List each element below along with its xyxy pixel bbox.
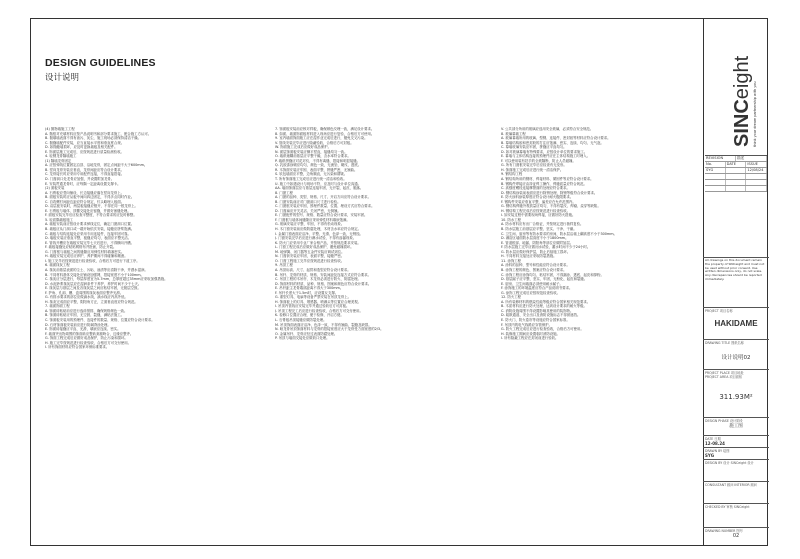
consultant-block xyxy=(703,481,769,503)
text-line: Q. 乳胶漆涂刷应均匀，颜色一致，无流坠、刷纹、透底。 xyxy=(275,163,362,168)
checked-block xyxy=(703,503,769,527)
brand-logo xyxy=(731,27,765,147)
text-line: V. 管线安装完毕应进行隐蔽验收，合格后方可封板。 xyxy=(275,140,354,145)
text-line: G. 防火工程完成后应进行检查验收，合格后方可使用。 xyxy=(501,327,584,332)
text-line: A. 抛框对充填材料应按产品说明书和部分要求施工，配合施工方认可。 xyxy=(45,131,152,136)
text-line: P. 墙纸拼缝应对花对纹，不得有离缝、搭接和明显接缝。 xyxy=(275,158,361,163)
text-line: B. 饰面砖粘贴应牢固，无空鼓、裂缝，满粘法施工。 xyxy=(45,313,125,318)
text-line: A. 涂料的品种、型号和性能应符合设计要求。 xyxy=(501,263,570,268)
text-line: A. 门窗的品种、类型、规格、尺寸、开启方向应符合设计要求。 xyxy=(275,195,371,200)
text-line: E. 饰面砖接缝应平直、光滑，填嵌应连续、密实。 xyxy=(45,327,121,332)
text-line: F. 吊杆长度大于1.5m时，应设置反支撑。 xyxy=(275,290,339,295)
text-line: P. 吊顶与墙面交接处应做收口处理。 xyxy=(275,336,330,341)
text-line: C. 卫生间、厨房等有防水要求的房间，防水层沿墙上翻高度不小于300mm。 xyxy=(501,231,617,236)
text-line: I. 如安装过程中需要现场焊接，应做好防火措施。 xyxy=(501,213,576,218)
text-line: C. 自攻螺钉间距边距应符合规定，钉头略埋入板面。 xyxy=(45,199,125,204)
text-line: M. 吊顶饰面表面应洁净、色泽一致，不得有翘曲、裂缝及缺损。 xyxy=(275,322,372,327)
text-line: F. 墙面突出物周围的饰面砖应整砖套割吻合，边缘应整齐。 xyxy=(45,331,134,336)
text-line: H. 饰面板上的灯具、烟感器、喷淋头等位置应合理美观。 xyxy=(275,299,362,304)
text-line: D. 墙板安装应垂直平整，板缝应均匀，表面应平整光洁。 xyxy=(45,236,132,241)
text-line: A. 应按弹线位置固定沿顶、沿地龙骨，固定点间距不大于600mm。 xyxy=(45,163,148,168)
text-line: G. 有排水要求的部位应做滴水线，滴水线应内高外低。 xyxy=(45,295,128,300)
drawing-number: 02 xyxy=(732,533,740,539)
text-line: I. 所有饰面材料应符合国家环保标准要求。 xyxy=(45,345,110,350)
text-line: C. 龙骨接长时应采用专用配件连接，不得直接搭接。 xyxy=(45,172,125,177)
revision-cell: ISSUE xyxy=(746,162,767,167)
phase-value: 施工图 xyxy=(729,424,743,429)
text-line: C. 门窗框安装应牢固，预埋件数量、位置、埋设方式应符合要求。 xyxy=(275,204,375,209)
text-line: 11. 涂饰工程 xyxy=(501,258,522,263)
text-line: J. 门窗安装完毕后应进行淋水试验，不得有渗漏现象。 xyxy=(275,236,357,241)
text-line: D. 石材饰面板安装前应进行防碱背涂处理。 xyxy=(45,322,111,327)
text-line: I. 吊顶内管线应安装完毕并通过验收后方可封板。 xyxy=(275,304,350,309)
revision-cell: REVISION xyxy=(705,156,736,161)
text-column-3 xyxy=(501,127,699,527)
date-block xyxy=(703,435,769,447)
drawing-title-label: DRAWING TITLE 图纸名称 xyxy=(705,341,744,345)
text-line: 7. 饰面板安装前应核对样板，确保颜色纹理一致，满足设计要求。 xyxy=(275,127,375,131)
text-line: E. 安装贯通龙骨时，应每隔一定距离设置支撑卡。 xyxy=(45,181,121,186)
text-line: F. 墙板接缝处应粘贴网格布并批嵌，防止开裂。 xyxy=(45,245,117,250)
revision-cell xyxy=(726,168,747,173)
text-line: E. 防火涂料涂装厚度应符合设计耐火极限要求。 xyxy=(501,195,574,200)
text-line: E. 吊杆距主龙骨端部距离不得大于300mm。 xyxy=(275,286,344,291)
text-line: C. 墙板与结构连接处应采用专用连接件，连接牢固可靠。 xyxy=(45,231,131,236)
design-credit: DESIGN BY 设计 SINCeight 设计 xyxy=(705,461,754,465)
text-line: H. 装修施工期间应设置临时消防设施。 xyxy=(501,331,560,336)
text-line: B. 防水层施工前基层应平整、坚实、干净、干燥。 xyxy=(501,227,577,232)
text-line: F. 钢构件安装应垂直平整，偏差应在允许范围内。 xyxy=(501,199,576,204)
text-line: C. 饰面板安装用的预埋件、连接件的数量、规格、位置应符合设计要求。 xyxy=(45,317,155,322)
revision-cell: No. xyxy=(705,162,726,167)
text-line: F. 护角、孔洞、槽、盒周围的抹灰表面应整齐光滑。 xyxy=(45,290,124,295)
text-line: N. 门窗套安装应牢固，表面平整，接缝严密。 xyxy=(275,254,345,259)
text-line: H. 墙板安装完成后应养护，养护期间不得碰撞和剔凿。 xyxy=(45,254,128,259)
text-line: E. 厨房、卫生间墙面必须使用耐水腻子。 xyxy=(501,281,563,286)
text-line: B. 不同材料基体交接处应铺设加强网，搭接宽度不小于100mm。 xyxy=(45,272,144,277)
text-line: 9. 室内墙面饰面施工应在湿作业完成后进行，避免交叉污染。 xyxy=(275,136,368,141)
text-line: C. 吊顶工程的木吊杆、木龙骨必须进行防火、防腐处理。 xyxy=(275,277,361,282)
drawing-title-block xyxy=(703,339,769,369)
revision-cell xyxy=(726,174,747,179)
text-line: B. 抛填墙表面不得有油污、灰尘，施工现场必须保持清洁干燥。 xyxy=(45,136,142,141)
project-block xyxy=(703,307,769,339)
revision-cell xyxy=(705,174,726,179)
text-line: K. 防火门应采用专业厂家合格产品，并按规范要求安装。 xyxy=(275,240,361,245)
page-title: DESIGN GUIDELINES xyxy=(45,57,156,69)
place-label: PROJECT PLACE 项目地址 xyxy=(705,371,744,375)
text-line: G. 钢结构焊缝外观质量应均匀，不得有裂纹、焊瘤、烧穿等缺陷。 xyxy=(501,204,601,209)
revision-cell: SYG xyxy=(705,168,726,173)
text-line: D. 钢结构涂装前表面应进行除锈处理，除锈等级符合设计要求。 xyxy=(501,190,598,195)
text-line: N. 面层饰面板安装应横平竖直，接缝均匀一致。 xyxy=(275,149,348,154)
project-label: PROJECT 项目名称 xyxy=(705,309,733,313)
area-block xyxy=(703,369,769,417)
text-line: (2) 面板安装 xyxy=(45,186,65,191)
revision-table xyxy=(705,155,767,192)
text-line: H. 施工完毕按规范进行检查验收，合格后方可交付使用。 xyxy=(45,340,132,345)
text-line: F. 门窗框与墙体间缝隙应采用弹性材料填嵌饱满。 xyxy=(275,217,350,222)
text-line: A. 石膏板应竖向铺设，长边接缝应落在竖向龙骨上。 xyxy=(45,190,125,195)
text-line: H. 木门窗安装前应做防腐处理，木材含水率应符合规定。 xyxy=(275,227,362,232)
revision-cell xyxy=(746,186,767,191)
text-line: G. 重型灯具、电扇等设备严禁安装在吊顶龙骨上。 xyxy=(275,295,351,300)
text-line: B. 面板安装时应从板中间向四边固定，不得多点同时作业。 xyxy=(45,195,135,200)
text-line: R. 木饰面安装应牢固，表面平整，拼缝严密，无翘曲。 xyxy=(275,167,358,172)
revision-cell xyxy=(726,180,747,185)
text-line: B. 钢构件焊接应由持证焊工操作，焊缝质量应符合规范。 xyxy=(501,181,587,186)
text-line: C. 高强度螺栓连接摩擦面的处理应符合要求。 xyxy=(501,186,570,191)
main-content xyxy=(31,19,704,545)
text-line: D. 门窗扇应开关灵活、关闭严密，无倒翘。 xyxy=(275,208,341,213)
text-line: N. 暗龙骨吊顶饰面材料与龙骨的搭接宽度应大于龙骨受力面宽度的2/3。 xyxy=(275,327,384,332)
text-line: I. 施工完毕后按规范进行检查验收，合格后方可进行下道工序。 xyxy=(45,258,140,263)
text-line: D. 如抛缝墙损坏，应及时更换墙板及相关配件。 xyxy=(45,145,118,150)
notes-text: All drawings on this document remain the property of SINCeight and must not be used without prior consent. Use written dimensions only, do not scale. Any discrepancies should be reported immediately. xyxy=(705,258,765,281)
notes-block xyxy=(703,257,769,307)
text-line: A. 防水材料应有出厂合格证，并按规定进行抽样复验。 xyxy=(501,222,584,227)
text-line: A. 钢结构所用的钢材、焊接材料、紧固件等应符合设计要求。 xyxy=(501,177,594,182)
text-line: G. 涂饰工程完成后应按规范检查验收。 xyxy=(501,290,561,295)
text-line: G. 门窗框与墙板之间的缝隙应用弹性材料填塞密实。 xyxy=(45,249,125,254)
text-line: E. 防火门、防火卷帘等设施应符合国家标准。 xyxy=(501,317,570,322)
text-line: O. 墙纸裱糊前基层应平整干燥，含水率符合要求。 xyxy=(275,154,351,159)
text-line: G. 防水层应做好保护层，防止后续施工损坏。 xyxy=(501,249,571,254)
drawing-number-label: DRAWING NUMBER 图号 xyxy=(705,529,743,533)
drawing-number-block xyxy=(703,527,769,547)
text-line: J. 吊顶工程完工后应进行检查验收，合格后方可交付使用。 xyxy=(275,308,363,313)
revision-cell xyxy=(726,186,747,191)
date-value: 12-08.24 xyxy=(705,441,725,446)
text-line: U. 施工中如遇设计与现场不符，应及时与设计单位沟通。 xyxy=(275,181,362,186)
text-line: (1) 隔墙龙骨固定 xyxy=(45,158,72,163)
text-line: 8. 门窗工程 xyxy=(275,190,293,195)
phase-block xyxy=(703,417,769,435)
drawn-label: DRAWN BY 绘图 xyxy=(705,449,730,453)
text-line: L. 石膏板吊顶接缝应做防裂处理。 xyxy=(275,317,327,322)
text-line: 9. 吊顶工程 xyxy=(275,263,293,268)
text-line: S. 软包墙面应平整，边角顺直，无污染和褶皱。 xyxy=(275,172,348,177)
text-line: G. 饰面工程完成后应做好成品保护，防止污染和损坏。 xyxy=(45,336,128,341)
text-line: F. 涂饰施工的环境温度应符合产品说明书要求。 xyxy=(501,286,573,291)
page-subtitle: 设计说明 xyxy=(45,73,80,83)
text-line: D. 饰面材料的材质、品种、规格、图案和颜色应符合设计要求。 xyxy=(275,281,372,286)
drawn-value: SYG xyxy=(705,453,715,458)
text-line: D. 门窗洞口处龙骨应加强，并设置附加龙骨。 xyxy=(45,177,115,182)
brand-name: SINCeight xyxy=(731,55,753,147)
text-line: B. 门窗安装前应对门窗洞口尺寸进行检验。 xyxy=(275,199,341,204)
text-line: B. 吊杆、龙骨的材质、规格、安装间距及连接方式应符合要求。 xyxy=(275,272,372,277)
text-line: C. 抹灰应分层进行，每层厚度宜为5-7mm，总厚度超过35mm应采取加强措施。 xyxy=(45,277,168,282)
revision-cell xyxy=(705,180,726,185)
date-label: DATE 日期 xyxy=(705,437,721,441)
text-line: V. 公共部分所用的玻璃应选用安全玻璃，必须符合安全规范。 xyxy=(501,127,594,131)
area-value: 311.93M² xyxy=(719,393,753,401)
text-line: A. 吊顶标高、尺寸、起拱和造型应符合设计要求。 xyxy=(275,267,351,272)
text-line: L. 门窗工程完成后应做好成品保护，避免碰撞损坏。 xyxy=(275,245,354,250)
text-line: H. 钢结构工程完成后应按规范进行检查验收。 xyxy=(501,208,571,213)
text-line: D. 疏散通道、安全出口及消防设施标志不得被遮挡。 xyxy=(501,313,581,318)
revision-cell xyxy=(705,186,726,191)
text-line: E. 抹灰层与基层之间及各抹灰层之间应粘结牢固，无脱层空鼓。 xyxy=(45,286,141,291)
drawing-title: 设计说明02 xyxy=(721,355,751,361)
phase-label: DESIGN PHASE 设计阶段 xyxy=(705,419,743,423)
text-line: A. 所有装修材料的燃烧性能等级应符合国家相关规范要求。 xyxy=(501,299,591,304)
consultant-credit: CONSULTANT 顾问 INTERIOR 顾问 xyxy=(705,483,757,487)
design-credit-block xyxy=(703,459,769,481)
text-line: E. 门窗配件的型号、规格、数量应符合设计要求，安装牢固。 xyxy=(275,213,368,218)
text-line: M. 地弹簧、闭门器等五金件安装应调试到位。 xyxy=(275,249,345,254)
text-line: 7. 墙面饰面工程 xyxy=(45,304,70,309)
text-line: H. 不同材料交接处应采取防裂措施。 xyxy=(501,254,557,259)
text-line: H. 抹灰完成面应平整，阴阳角方正，立面垂直度应符合规范。 xyxy=(45,299,138,304)
text-line: 10. 防水工程 xyxy=(501,217,522,222)
text-line: F. 面板安装完毕后应检查平整度，不符合要求的应及时修整。 xyxy=(45,213,137,218)
text-line: G. 玻璃安装应平整、牢固，不得有松动现象。 xyxy=(275,222,345,227)
brand-subtitle: think your dream partnership with you xyxy=(753,81,757,147)
text-line: C. 消防设施周围不得设置影响其使用的装饰物。 xyxy=(501,308,574,313)
drawing-sheet xyxy=(30,18,768,546)
text-column-1 xyxy=(45,127,265,527)
text-line: F. 吊顶内的电气线路应穿管保护。 xyxy=(501,322,553,327)
text-line: T. 所有饰面施工完成后应进行统一清洁和验收。 xyxy=(275,177,347,182)
text-line: 4. 轻钢龙骨隔墙施工 xyxy=(45,154,77,159)
text-line: E. 饰面层施工完成后，应按规范进行质量检测验收。 xyxy=(45,149,124,154)
text-line: E. 石膏板与墙体、顶棚交接处应留缝，并做好嵌缝处理。 xyxy=(45,208,131,213)
text-line: W. 饰面施工完成后应做好成品保护。 xyxy=(275,145,331,150)
text-line: D. 如对玻璃幕墙有特殊要求，应按设计单位的要求施工。 xyxy=(501,149,588,154)
revision-row xyxy=(705,186,767,192)
text-line: B. 木质材料应进行防火处理，达到设计要求的耐火等级。 xyxy=(501,304,587,309)
text-line: E. 管线开槽应在墙板安装完毕七天后进行，不得横向开槽。 xyxy=(45,240,135,245)
text-line: A. 抹灰前基层表面的尘土、污垢、油渍等应清除干净，并洒水湿润。 xyxy=(45,267,148,272)
text-line: E. 管道根部、地漏、阴阳角等部位应做附加层。 xyxy=(501,240,574,245)
project-name: HAKIDAME xyxy=(714,319,758,328)
text-line: C. 幕墙玻璃安装应牢固，拼缝应平直均匀。 xyxy=(501,145,567,150)
text-line: C. 涂饰工程应涂饰均匀、粘结牢固，不得漏涂、透底、起皮和掉粉。 xyxy=(501,272,604,277)
text-column-2 xyxy=(275,127,493,527)
revision-cell: DATE xyxy=(726,162,747,167)
text-line: F. 防水层施工完毕应做闭水试验，蓄水时间不少于24小时。 xyxy=(501,245,591,250)
revision-cell xyxy=(746,180,767,185)
text-line: G. 所有门窗框安装完毕后应检查有无变形。 xyxy=(501,163,567,168)
text-line: AA. 墙面饰面层应与基层连接牢固，无开裂、起皮、脱落。 xyxy=(275,186,364,191)
text-line: B. 墙板应从门洞口或一端开始依次安装，接缝应挤浆饱满。 xyxy=(45,227,135,232)
text-line: F. 可以使用装有扶手的全玻隔断，防止人员碰撞。 xyxy=(501,158,576,163)
text-line: 8. 如面、墙面饰面板材料进入现场应进行复验，合格后方可使用。 xyxy=(275,131,375,136)
text-line: H. 饰面施工完成后应进行统一清洁保护。 xyxy=(501,167,564,172)
text-line: K. 检修口位置应合理，便于检修，开启方便。 xyxy=(275,313,344,318)
text-line: D. 淋浴区墙面防水层高度不小于1800mm。 xyxy=(501,236,569,241)
text-line: A. 墙板安装前应按设计要求弹线定位，确定门窗洞口位置。 xyxy=(45,222,135,227)
text-line: 9. 钢结构工程 xyxy=(501,172,523,177)
text-line: E. 幕墙与主体结构连接的预埋件应在主体结构施工时埋入。 xyxy=(501,154,591,159)
text-line: 12. 防火工程 xyxy=(501,295,522,300)
text-line: B. 幕墙结构胶和密封胶的打注应饱满、密实、连续、均匀、无气泡。 xyxy=(501,140,604,145)
text-line: 6. 墙面抹灰工程 xyxy=(45,263,70,268)
revision-cell: 12/08/24 xyxy=(746,168,767,173)
text-line: O. 门窗工程施工完毕应按规范进行检查验收。 xyxy=(275,258,345,263)
text-line: D. 水泥砂浆抹灰层应在湿润条件下养护，养护时间不少于七天。 xyxy=(45,281,142,286)
text-line: A. 饰面砖粘贴前应进行选砖预排，确保规格颜色一致。 xyxy=(45,308,128,313)
text-line: D. 双层板安装时，两层板接缝应错开，不得在同一根龙骨上。 xyxy=(45,204,138,209)
text-line: B. 涂饰工程的颜色、图案应符合设计要求。 xyxy=(501,267,567,272)
text-line: B. 竖向龙骨安装应垂直，龙骨间距应符合设计要求。 xyxy=(45,167,125,172)
text-line: I. 金属门窗表面应洁净、平整、光滑、色泽一致，无锈蚀。 xyxy=(275,231,363,236)
text-line: 8. 玻璃幕墙工程 xyxy=(501,131,526,136)
title-block xyxy=(703,19,769,545)
text-line: D. 基层腻子应平整、坚实、牢固，无粉化、起皮和裂缝。 xyxy=(501,277,588,282)
text-line: C. 抛缝墙配件安装，应当直接水平度和垂直度合规。 xyxy=(45,140,125,145)
checked-credit: CHECKED BY 审核 SINCeight xyxy=(705,505,750,509)
text-line: (4) 抛物墙施工工程 xyxy=(45,127,75,131)
text-line: 5. 轻质隔墙板施工 xyxy=(45,217,74,222)
area-label: PROJECT AREA 项目面积 xyxy=(705,375,743,379)
text-line: O. 金属吊杆、龙骨应经过表面防腐处理。 xyxy=(275,331,338,336)
revision-cell: 描述 xyxy=(736,156,767,161)
text-line: I. 所有隐蔽工程应在封闭前进行验收。 xyxy=(501,336,559,341)
revision-cell xyxy=(746,174,767,179)
drawn-block xyxy=(703,447,769,459)
text-line: A. 玻璃幕墙所用的玻璃、型钢、连接件、密封胶等材料应符合设计要求。 xyxy=(501,136,611,141)
